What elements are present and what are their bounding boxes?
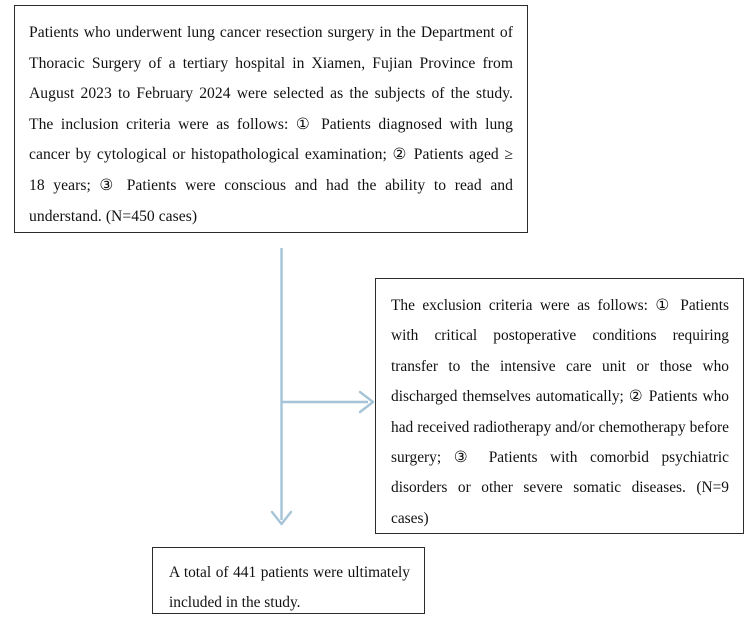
inclusion-criteria-text: Patients who underwent lung cancer resection surgery in the Department of Thoracic Surgery of a tertiary hospital in Xiamen, Fujian Province from August 2023 to February 2024 were selected as the subjects of the study. The inclusion criteria were as follows: ① Patients diagnosed with lung cancer by cytological or histopathological examination; ② Patients aged ≥ 18 years; ③ Patients were conscious and had the ability to read and understand. (N=450 cases) [29,24,513,225]
inclusion-criteria-box [14,5,528,233]
exclusion-criteria-box [375,278,744,534]
exclusion-branch-arrowhead [360,392,373,412]
final-sample-box [152,547,425,614]
final-sample-arrowhead [272,512,291,524]
final-sample-text: A total of 441 patients were ultimately included in the study. [169,564,410,611]
exclusion-criteria-text: The exclusion criteria were as follows: ① Patients with critical postoperative conditions requiring transfer to the intensive care unit or those who discharged themselves automatically; ② Patients who had received radiotherapy and/or chemotherapy before surgery; ③ Patients with comorbid psychiatric disorders or other severe somatic diseases. (N=9 cases) [391,297,729,527]
